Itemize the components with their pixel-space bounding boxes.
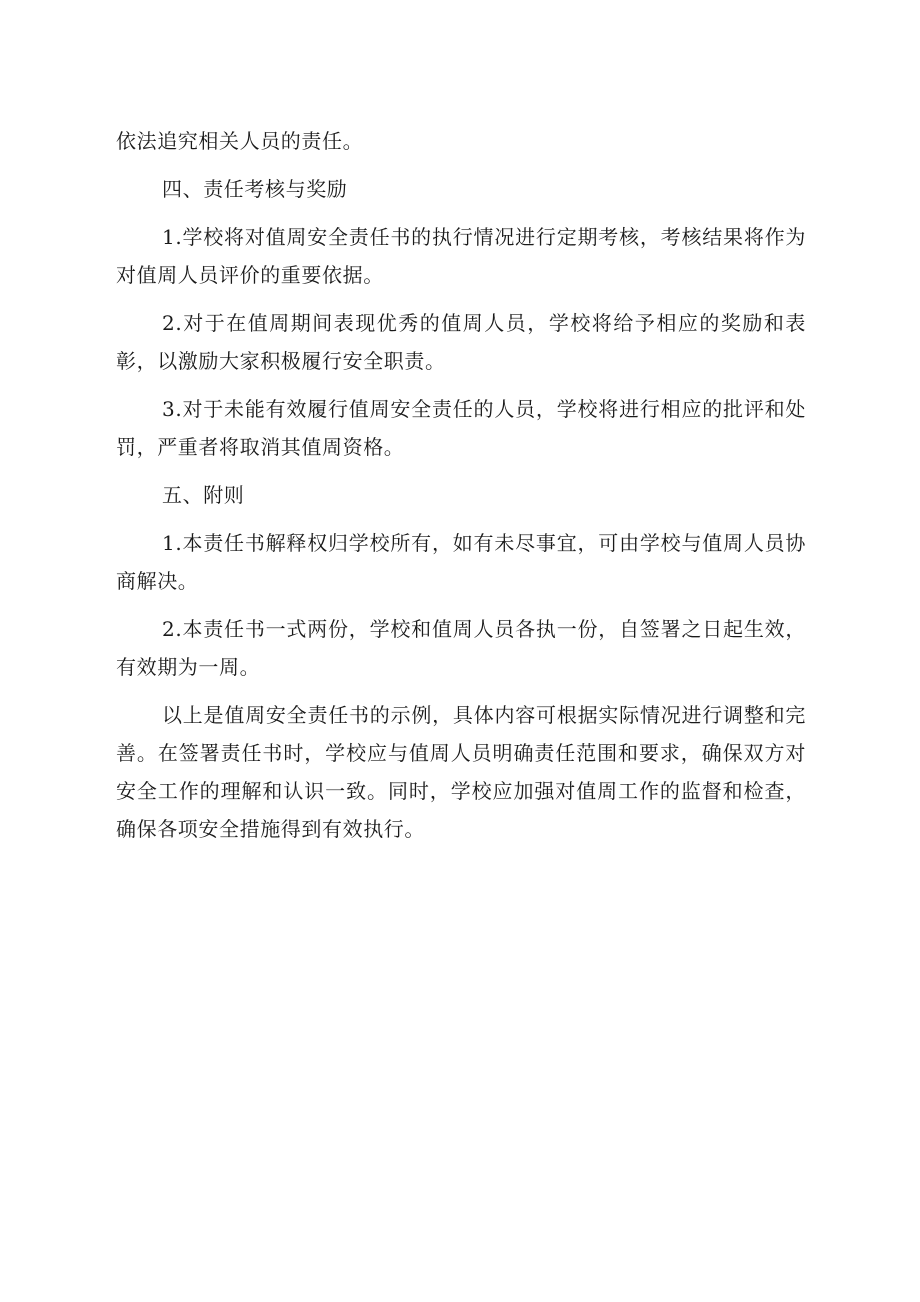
closing-paragraph: 以上是值周安全责任书的示例，具体内容可根据实际情况进行调整和完善。在签署责任书时，学校应与值周人员明确责任范围和要求，确保双方对安全工作的理解和认识一致。同时，学校应加强对值周工作的监督和检查，确保各项安全措施得到有效执行。 [116,703,806,841]
section-4-item-3: 3.对于未能有效履行值周安全责任的人员，学校将进行相应的批评和处罚，严重者将取消其值周资格。 [116,397,806,459]
section-5-item-2: 2.本责任书一式两份，学校和值周人员各执一份，自签署之日起生效，有效期为一周。 [116,617,806,679]
section-5-item-1: 1.本责任书解释权归学校所有，如有未尽事宜，可由学校与值周人员协商解决。 [116,531,806,593]
section-heading-5: 五、附则 [162,483,245,507]
section-4-item-2: 2.对于在值周期间表现优秀的值周人员，学校将给予相应的奖励和表彰，以激励大家积极履行安全职责。 [116,311,806,373]
section-4-item-1: 1.学校将对值周安全责任书的执行情况进行定期考核，考核结果将作为对值周人员评价的重要依据。 [116,225,806,287]
section-heading-4: 四、责任考核与奖励 [162,177,348,201]
lead-line: 依法追究相关人员的责任。 [116,129,364,153]
document-body [116,122,806,848]
